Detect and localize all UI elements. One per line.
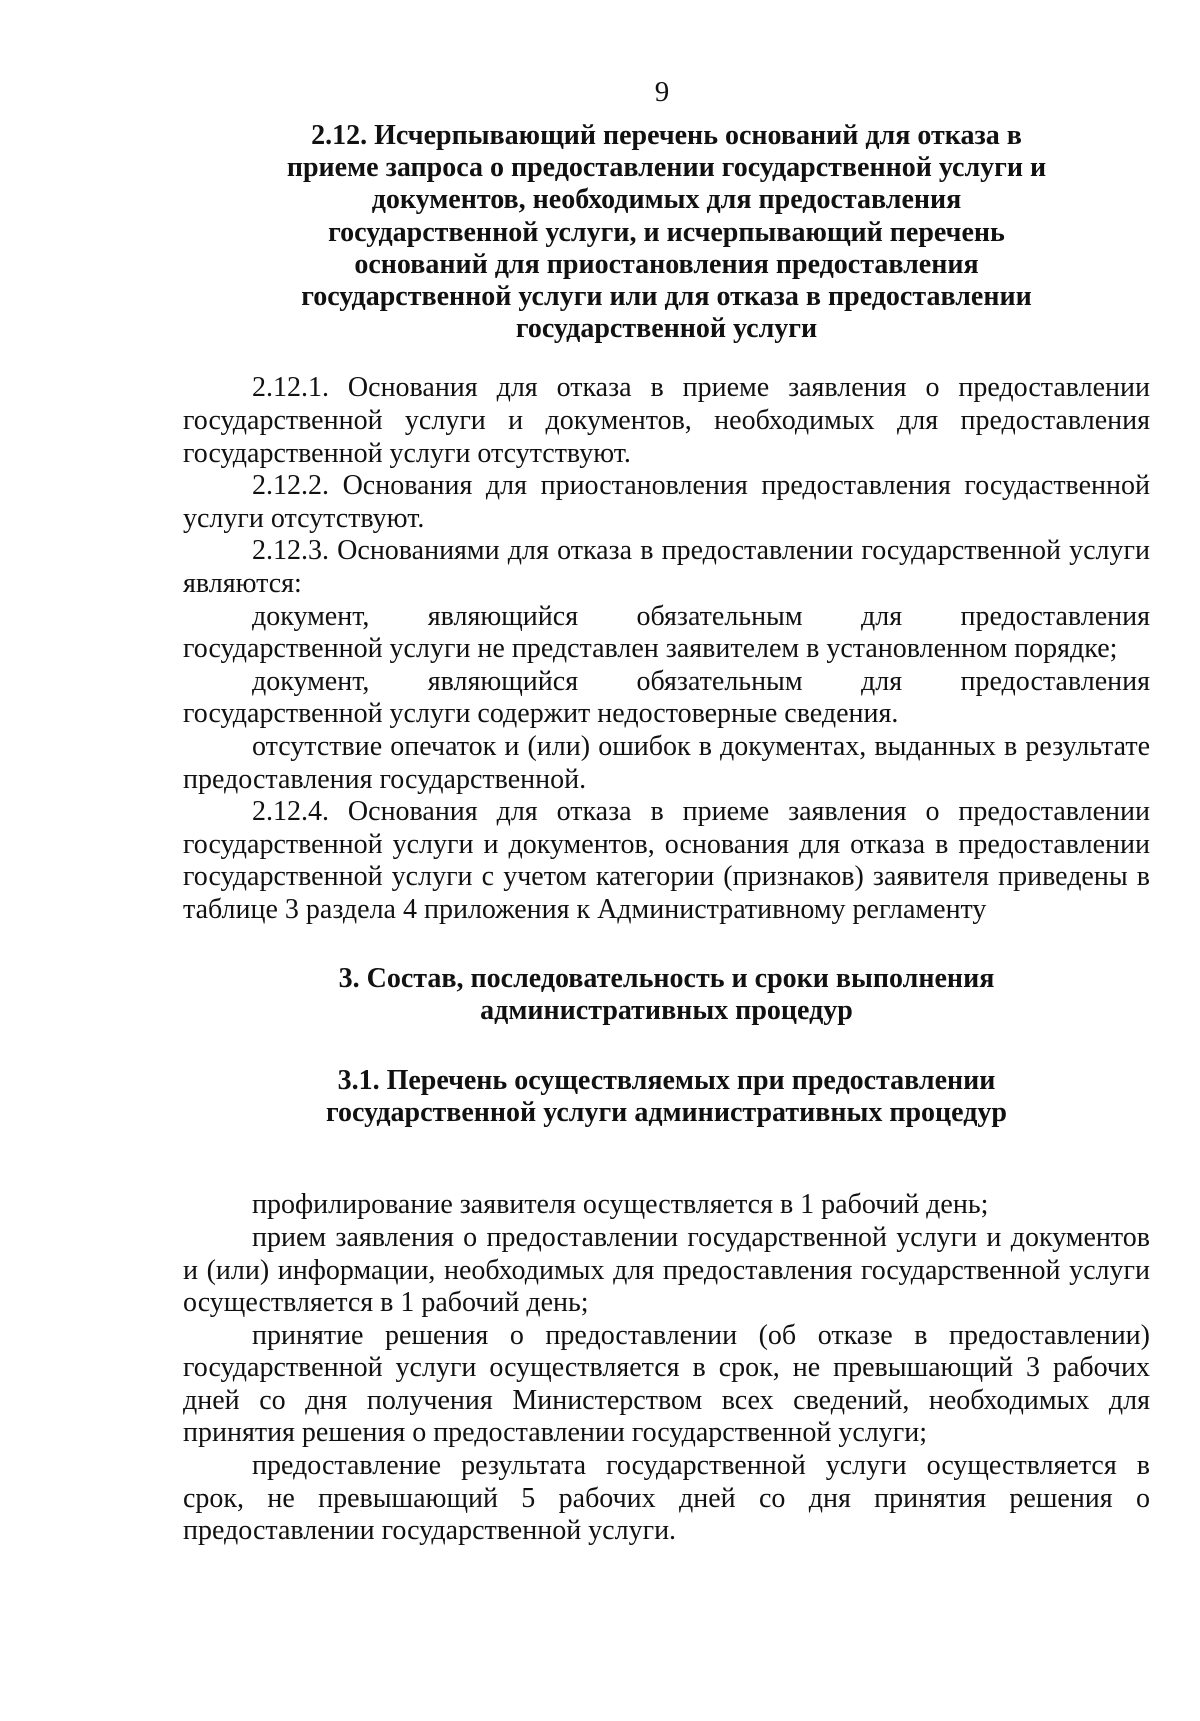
- paragraph-2-12-4: 2.12.4. Основания для отказа в приеме заявления о предоставлении государственной услуги и документов, основания для отказа в предоставлении государственной услуги с учетом категории (признаков) заявителя приведены в таблице 3 раздела 4 приложения к Административному регламенту: [183, 796, 1150, 925]
- section-2-12-heading: 2.12. Исчерпывающий перечень оснований для отказа в приеме запроса о предоставлении государственной услуги и документов, необходимых для предоставления государственной услуги, и исчерпывающий перечень оснований для приостановления предоставления государственной услуги или для отказа в предоставлении государственной услуги: [286, 120, 1047, 345]
- paragraph-procedure-4: предоставление результата государственной услуги осуществляется в срок, не превышающий 5 рабочих дней со дня принятия решения о предоставлении государственной услуги.: [183, 1450, 1150, 1547]
- paragraph-2-12-3: 2.12.3. Основаниями для отказа в предоставлении государственной услуги являются:: [183, 535, 1150, 599]
- paragraph-reason-1: документ, являющийся обязательным для предоставления государственной услуги не представлен заявителем в установленном порядке;: [183, 600, 1150, 665]
- paragraph-procedure-3: принятие решения о предоставлении (об отказе в предоставлении) государственной услуги осуществляется в срок, не превышающий 3 рабочих дней со дня получения Министерством всех сведений, необходимых для принятия решения о предоставлении государственной услуги;: [183, 1319, 1150, 1449]
- paragraph-reason-2: документ, являющийся обязательным для предоставления государственной услуги содержит недостоверные сведения.: [183, 665, 1150, 730]
- paragraph-reason-3: отсутствие опечаток и (или) ошибок в документах, выданных в результате предоставления государственной.: [183, 730, 1150, 795]
- page-number: 9: [654, 76, 670, 108]
- section-3-heading: 3. Состав, последовательность и сроки выполнения административных процедур: [338, 962, 995, 1026]
- spacer: [183, 345, 1150, 372]
- document-body: [183, 120, 1150, 1548]
- paragraph-procedure-1: профилирование заявителя осуществляется в 1 рабочий день;: [252, 1189, 989, 1221]
- paragraph-procedure-2: прием заявления о предоставлении государственной услуги и документов и (или) информации, необходимых для предоставления государственной услуги осуществляется в 1 рабочий день;: [183, 1221, 1150, 1319]
- spacer: [183, 1129, 1150, 1189]
- paragraph-2-12-1: 2.12.1. Основания для отказа в приеме заявления о предоставлении государственной услуги и документов, необходимых для предоставления государственной услуги отсутствуют.: [183, 372, 1150, 469]
- paragraph-2-12-2: 2.12.2. Основания для приостановления предоставления госудаственной услуги отсутствуют.: [183, 470, 1150, 534]
- section-3-1-heading: 3.1. Перечень осуществляемых при предоставлении государственной услуги административных процедур: [326, 1064, 1007, 1129]
